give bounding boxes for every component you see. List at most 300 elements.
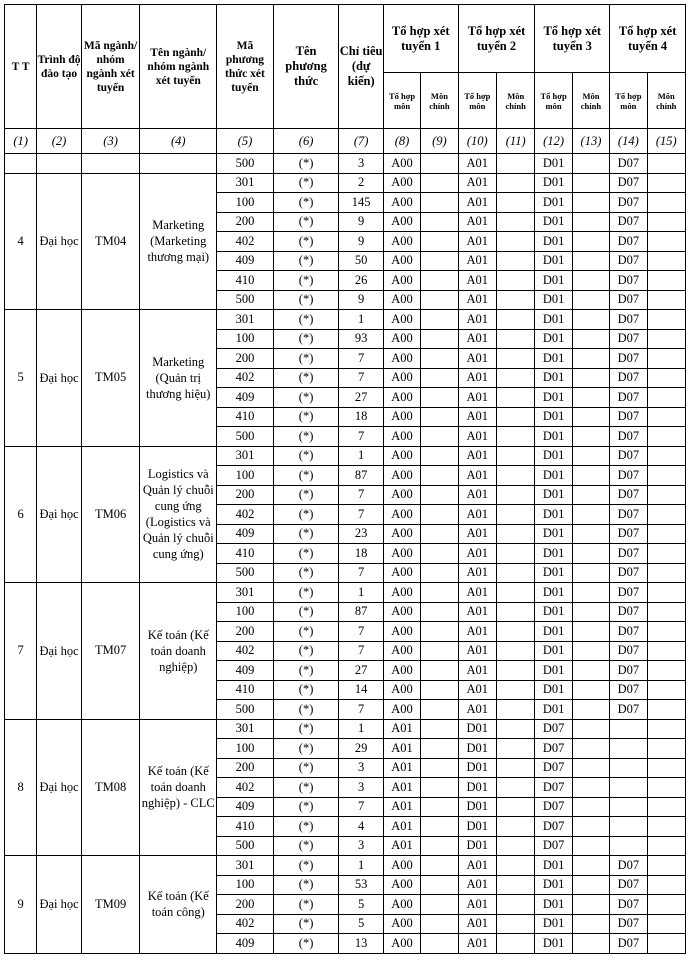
cell-method-code: 301	[217, 719, 274, 739]
cell-main-1	[421, 193, 458, 213]
cell-method-code: 500	[217, 427, 274, 447]
cell-method-code: 301	[217, 310, 274, 330]
cell-combo-1: A00	[383, 388, 420, 408]
cell-main-1	[421, 446, 458, 466]
cell-main-4	[647, 329, 685, 349]
cell-combo-4: D07	[610, 173, 647, 193]
cell-main-2	[497, 524, 535, 544]
header-combo-1: Tổ hợp xét tuyển 1	[383, 5, 458, 73]
cell-tt: 7	[5, 583, 37, 720]
header-major-code: Mã ngành/ nhóm ngành xét tuyển	[81, 5, 140, 129]
cell-combo-2: A01	[458, 641, 496, 661]
cell-code: TM08	[81, 719, 140, 856]
cell-main-2	[497, 817, 535, 837]
cell-method-code: 402	[217, 232, 274, 252]
cell-method-code: 402	[217, 368, 274, 388]
cell-main-4	[647, 193, 685, 213]
cell-quota: 18	[339, 407, 383, 427]
cell-method-code: 409	[217, 388, 274, 408]
table-row	[5, 173, 686, 193]
cell-combo-1: A00	[383, 329, 420, 349]
cell-combo-2: D01	[458, 719, 496, 739]
cell-quota: 29	[339, 739, 383, 759]
cell-main-3	[572, 719, 609, 739]
cell-combo-2: A01	[458, 466, 496, 486]
header-method-name: Tên phương thức	[273, 5, 339, 129]
cell-combo-4: D07	[610, 329, 647, 349]
cell-quota: 50	[339, 251, 383, 271]
cell-combo-2: A01	[458, 485, 496, 505]
cell-main-4	[647, 271, 685, 291]
cell-combo-2: A01	[458, 251, 496, 271]
cell-main-2	[497, 310, 535, 330]
cell-combo-4	[610, 817, 647, 837]
cell-main-1	[421, 427, 458, 447]
cell-combo-3: D01	[535, 271, 572, 291]
cell-combo-1: A00	[383, 544, 420, 564]
cell-main-3	[572, 758, 609, 778]
cell-method-name: (*)	[273, 349, 339, 369]
cell-combo-4: D07	[610, 349, 647, 369]
cell-main-2	[497, 875, 535, 895]
subheader-main-subject: Môn chính	[647, 73, 685, 129]
cell-main-1	[421, 778, 458, 798]
cell-method-code: 410	[217, 680, 274, 700]
cell-combo-2: A01	[458, 583, 496, 603]
cell-combo-4	[610, 758, 647, 778]
cell-main-4	[647, 251, 685, 271]
cell-quota: 53	[339, 875, 383, 895]
cell-combo-4: D07	[610, 446, 647, 466]
cell-main-3	[572, 817, 609, 837]
cell-main-2	[497, 914, 535, 934]
cell-method-code: 409	[217, 524, 274, 544]
cell-main-4	[647, 700, 685, 720]
cell-main-4	[647, 310, 685, 330]
cell-combo-3: D01	[535, 544, 572, 564]
cell-main-3	[572, 661, 609, 681]
cell-combo-3: D07	[535, 817, 572, 837]
cell-method-name: (*)	[273, 329, 339, 349]
cell-combo-2: A01	[458, 505, 496, 525]
cell-main-1	[421, 719, 458, 739]
cell-method-code: 500	[217, 290, 274, 310]
cell-method-name: (*)	[273, 544, 339, 564]
cell-method-name: (*)	[273, 934, 339, 954]
cell-method-code: 100	[217, 329, 274, 349]
cell-main-3	[572, 212, 609, 232]
cell-quota: 9	[339, 232, 383, 252]
cell-combo-1: A00	[383, 700, 420, 720]
cell-combo-2: A01	[458, 349, 496, 369]
cell-combo-4	[610, 719, 647, 739]
cell-main-3	[572, 407, 609, 427]
cell-main-1	[421, 914, 458, 934]
cell-main-1	[421, 524, 458, 544]
admission-table	[4, 4, 686, 954]
cell-combo-4: D07	[610, 563, 647, 583]
cell-combo-2: D01	[458, 817, 496, 837]
cell-main-2	[497, 446, 535, 466]
cell-combo-4: D07	[610, 895, 647, 915]
cell-level: Đại học	[37, 310, 81, 447]
cell-method-name: (*)	[273, 232, 339, 252]
cell-method-code: 200	[217, 212, 274, 232]
cell-combo-1: A01	[383, 739, 420, 759]
cell-method-code: 409	[217, 934, 274, 954]
cell-main-2	[497, 622, 535, 642]
cell-combo-2: A01	[458, 700, 496, 720]
cell-combo-2: A01	[458, 524, 496, 544]
table-row	[5, 446, 686, 466]
cell-method-name: (*)	[273, 485, 339, 505]
cell-main-4	[647, 173, 685, 193]
cell-combo-1: A00	[383, 583, 420, 603]
cell-combo-2: D01	[458, 778, 496, 798]
cell-main-1	[421, 836, 458, 856]
cell-method-name: (*)	[273, 193, 339, 213]
cell-main-4	[647, 641, 685, 661]
cell-method-code: 409	[217, 797, 274, 817]
cell-combo-4: D07	[610, 232, 647, 252]
cell-main-4	[647, 895, 685, 915]
cell-quota: 23	[339, 524, 383, 544]
cell-combo-3: D01	[535, 368, 572, 388]
cell-main-3	[572, 856, 609, 876]
cell-combo-3: D01	[535, 641, 572, 661]
cell-method-code: 402	[217, 505, 274, 525]
cell-main-2	[497, 895, 535, 915]
cell-combo-4: D07	[610, 251, 647, 271]
cell-main-4	[647, 875, 685, 895]
cell-combo-1: A00	[383, 349, 420, 369]
cell-method-name: (*)	[273, 212, 339, 232]
cell-main-2	[497, 563, 535, 583]
cell-combo-1: A00	[383, 446, 420, 466]
cell-main-1	[421, 310, 458, 330]
cell-major: Marketing (Marketing thương mại)	[140, 173, 217, 310]
subheader-combo: Tổ hợp môn	[458, 73, 496, 129]
cell-combo-4: D07	[610, 466, 647, 486]
cell-quota: 7	[339, 485, 383, 505]
column-index: (1)	[5, 129, 37, 154]
header-level: Trình độ đào tạo	[37, 5, 81, 129]
cell-method-name: (*)	[273, 836, 339, 856]
cell-major	[140, 154, 217, 174]
header-combo-3: Tổ hợp xét tuyển 3	[535, 5, 610, 73]
cell-main-2	[497, 349, 535, 369]
cell-main-3	[572, 778, 609, 798]
cell-method-name: (*)	[273, 778, 339, 798]
cell-main-2	[497, 154, 535, 174]
cell-combo-3: D01	[535, 856, 572, 876]
cell-combo-4: D07	[610, 368, 647, 388]
cell-method-name: (*)	[273, 622, 339, 642]
cell-main-4	[647, 602, 685, 622]
cell-combo-3: D01	[535, 875, 572, 895]
cell-main-3	[572, 602, 609, 622]
cell-main-1	[421, 739, 458, 759]
subheader-combo: Tổ hợp môn	[383, 73, 420, 129]
cell-code: TM04	[81, 173, 140, 310]
column-index: (2)	[37, 129, 81, 154]
cell-combo-4: D07	[610, 602, 647, 622]
cell-method-name: (*)	[273, 310, 339, 330]
table-row	[5, 583, 686, 603]
cell-main-2	[497, 368, 535, 388]
cell-main-2	[497, 193, 535, 213]
cell-combo-2: A01	[458, 914, 496, 934]
cell-method-code: 500	[217, 154, 274, 174]
cell-method-name: (*)	[273, 700, 339, 720]
cell-combo-3: D01	[535, 407, 572, 427]
cell-main-1	[421, 466, 458, 486]
cell-method-name: (*)	[273, 895, 339, 915]
cell-combo-3: D01	[535, 466, 572, 486]
cell-main-3	[572, 622, 609, 642]
cell-method-code: 200	[217, 758, 274, 778]
cell-combo-3: D01	[535, 427, 572, 447]
cell-quota: 7	[339, 622, 383, 642]
cell-method-code: 500	[217, 563, 274, 583]
column-index: (12)	[535, 129, 572, 154]
cell-combo-1: A01	[383, 817, 420, 837]
cell-combo-3: D01	[535, 349, 572, 369]
cell-main-3	[572, 193, 609, 213]
cell-combo-4: D07	[610, 934, 647, 954]
cell-main-3	[572, 271, 609, 291]
cell-main-3	[572, 934, 609, 954]
column-index: (5)	[217, 129, 274, 154]
cell-main-4	[647, 836, 685, 856]
cell-method-code: 200	[217, 622, 274, 642]
cell-combo-3: D07	[535, 719, 572, 739]
subheader-combo: Tổ hợp môn	[610, 73, 647, 129]
cell-combo-2: A01	[458, 368, 496, 388]
cell-combo-1: A00	[383, 563, 420, 583]
cell-combo-3: D01	[535, 310, 572, 330]
cell-method-name: (*)	[273, 641, 339, 661]
cell-combo-4: D07	[610, 310, 647, 330]
cell-code: TM06	[81, 446, 140, 583]
cell-main-4	[647, 914, 685, 934]
cell-main-2	[497, 427, 535, 447]
cell-combo-1: A00	[383, 368, 420, 388]
cell-main-2	[497, 797, 535, 817]
cell-quota: 7	[339, 797, 383, 817]
cell-combo-3: D01	[535, 154, 572, 174]
cell-method-code: 200	[217, 485, 274, 505]
cell-main-4	[647, 368, 685, 388]
cell-main-2	[497, 485, 535, 505]
cell-main-4	[647, 485, 685, 505]
cell-main-1	[421, 368, 458, 388]
cell-combo-2: D01	[458, 836, 496, 856]
cell-combo-2: A01	[458, 193, 496, 213]
cell-quota: 3	[339, 154, 383, 174]
cell-combo-3: D01	[535, 212, 572, 232]
cell-combo-3: D01	[535, 290, 572, 310]
cell-main-4	[647, 388, 685, 408]
cell-main-3	[572, 700, 609, 720]
cell-method-code: 402	[217, 914, 274, 934]
cell-combo-3: D07	[535, 739, 572, 759]
cell-method-name: (*)	[273, 505, 339, 525]
cell-quota: 1	[339, 719, 383, 739]
cell-main-1	[421, 154, 458, 174]
cell-method-code: 402	[217, 778, 274, 798]
cell-combo-1: A00	[383, 212, 420, 232]
cell-quota: 7	[339, 641, 383, 661]
cell-level: Đại học	[37, 719, 81, 856]
cell-combo-1: A00	[383, 622, 420, 642]
cell-method-code: 410	[217, 271, 274, 291]
cell-combo-3: D01	[535, 446, 572, 466]
cell-quota: 27	[339, 661, 383, 681]
cell-main-1	[421, 875, 458, 895]
cell-method-code: 409	[217, 251, 274, 271]
cell-combo-3: D01	[535, 700, 572, 720]
cell-main-3	[572, 563, 609, 583]
cell-combo-2: A01	[458, 173, 496, 193]
cell-method-name: (*)	[273, 661, 339, 681]
cell-method-code: 402	[217, 641, 274, 661]
cell-main-2	[497, 290, 535, 310]
cell-code	[81, 154, 140, 174]
cell-combo-3: D07	[535, 836, 572, 856]
column-index: (4)	[140, 129, 217, 154]
cell-combo-2: A01	[458, 290, 496, 310]
cell-major: Kế toán (Kế toán doanh nghiệp) - CLC	[140, 719, 217, 856]
cell-combo-2: A01	[458, 680, 496, 700]
cell-main-4	[647, 349, 685, 369]
cell-combo-3: D01	[535, 505, 572, 525]
cell-combo-1: A00	[383, 154, 420, 174]
cell-main-4	[647, 427, 685, 447]
cell-combo-1: A00	[383, 290, 420, 310]
cell-combo-3: D01	[535, 524, 572, 544]
cell-quota: 87	[339, 466, 383, 486]
cell-level: Đại học	[37, 446, 81, 583]
cell-main-1	[421, 251, 458, 271]
cell-main-3	[572, 836, 609, 856]
cell-major: Marketing (Quản trị thương hiệu)	[140, 310, 217, 447]
cell-main-4	[647, 407, 685, 427]
cell-main-3	[572, 505, 609, 525]
cell-method-name: (*)	[273, 914, 339, 934]
cell-main-4	[647, 680, 685, 700]
cell-main-4	[647, 817, 685, 837]
cell-main-1	[421, 934, 458, 954]
cell-method-code: 409	[217, 661, 274, 681]
cell-main-3	[572, 544, 609, 564]
cell-main-2	[497, 700, 535, 720]
cell-combo-1: A00	[383, 485, 420, 505]
cell-combo-1: A01	[383, 836, 420, 856]
cell-main-1	[421, 758, 458, 778]
cell-combo-4: D07	[610, 641, 647, 661]
cell-main-3	[572, 875, 609, 895]
cell-method-name: (*)	[273, 368, 339, 388]
cell-combo-3: D01	[535, 173, 572, 193]
cell-combo-3: D01	[535, 232, 572, 252]
cell-quota: 27	[339, 388, 383, 408]
cell-tt: 4	[5, 173, 37, 310]
header-tt: T T	[5, 5, 37, 129]
cell-combo-4: D07	[610, 680, 647, 700]
cell-combo-3: D07	[535, 778, 572, 798]
cell-combo-4: D07	[610, 271, 647, 291]
cell-combo-1: A00	[383, 875, 420, 895]
cell-quota: 87	[339, 602, 383, 622]
cell-main-1	[421, 232, 458, 252]
subheader-combo: Tổ hợp môn	[535, 73, 572, 129]
cell-method-name: (*)	[273, 427, 339, 447]
cell-method-name: (*)	[273, 797, 339, 817]
cell-combo-1: A01	[383, 797, 420, 817]
cell-quota: 1	[339, 856, 383, 876]
cell-main-1	[421, 544, 458, 564]
cell-method-name: (*)	[273, 466, 339, 486]
cell-main-4	[647, 778, 685, 798]
cell-combo-1: A00	[383, 173, 420, 193]
cell-method-name: (*)	[273, 563, 339, 583]
cell-main-2	[497, 836, 535, 856]
cell-combo-4: D07	[610, 661, 647, 681]
cell-main-3	[572, 446, 609, 466]
cell-combo-2: A01	[458, 895, 496, 915]
cell-quota: 26	[339, 271, 383, 291]
cell-tt: 5	[5, 310, 37, 447]
cell-quota: 3	[339, 778, 383, 798]
cell-main-1	[421, 563, 458, 583]
cell-main-3	[572, 427, 609, 447]
cell-combo-3: D01	[535, 563, 572, 583]
cell-method-name: (*)	[273, 583, 339, 603]
cell-method-code: 100	[217, 602, 274, 622]
column-index: (8)	[383, 129, 420, 154]
cell-main-2	[497, 232, 535, 252]
cell-main-1	[421, 797, 458, 817]
cell-main-1	[421, 290, 458, 310]
cell-combo-4: D07	[610, 485, 647, 505]
continuation-row	[5, 154, 686, 174]
cell-main-1	[421, 661, 458, 681]
cell-main-4	[647, 583, 685, 603]
cell-main-2	[497, 758, 535, 778]
cell-quota: 1	[339, 583, 383, 603]
cell-combo-4	[610, 836, 647, 856]
cell-main-2	[497, 466, 535, 486]
table-row	[5, 310, 686, 330]
cell-combo-2: A01	[458, 602, 496, 622]
cell-main-1	[421, 895, 458, 915]
cell-combo-1: A00	[383, 466, 420, 486]
cell-main-4	[647, 212, 685, 232]
cell-quota: 1	[339, 446, 383, 466]
cell-quota: 7	[339, 368, 383, 388]
cell-combo-2: A01	[458, 661, 496, 681]
cell-main-4	[647, 622, 685, 642]
cell-main-3	[572, 524, 609, 544]
cell-combo-1: A01	[383, 719, 420, 739]
cell-method-name: (*)	[273, 602, 339, 622]
cell-quota: 13	[339, 934, 383, 954]
cell-tt: 6	[5, 446, 37, 583]
cell-main-4	[647, 856, 685, 876]
cell-combo-2: A01	[458, 427, 496, 447]
cell-combo-3: D01	[535, 661, 572, 681]
